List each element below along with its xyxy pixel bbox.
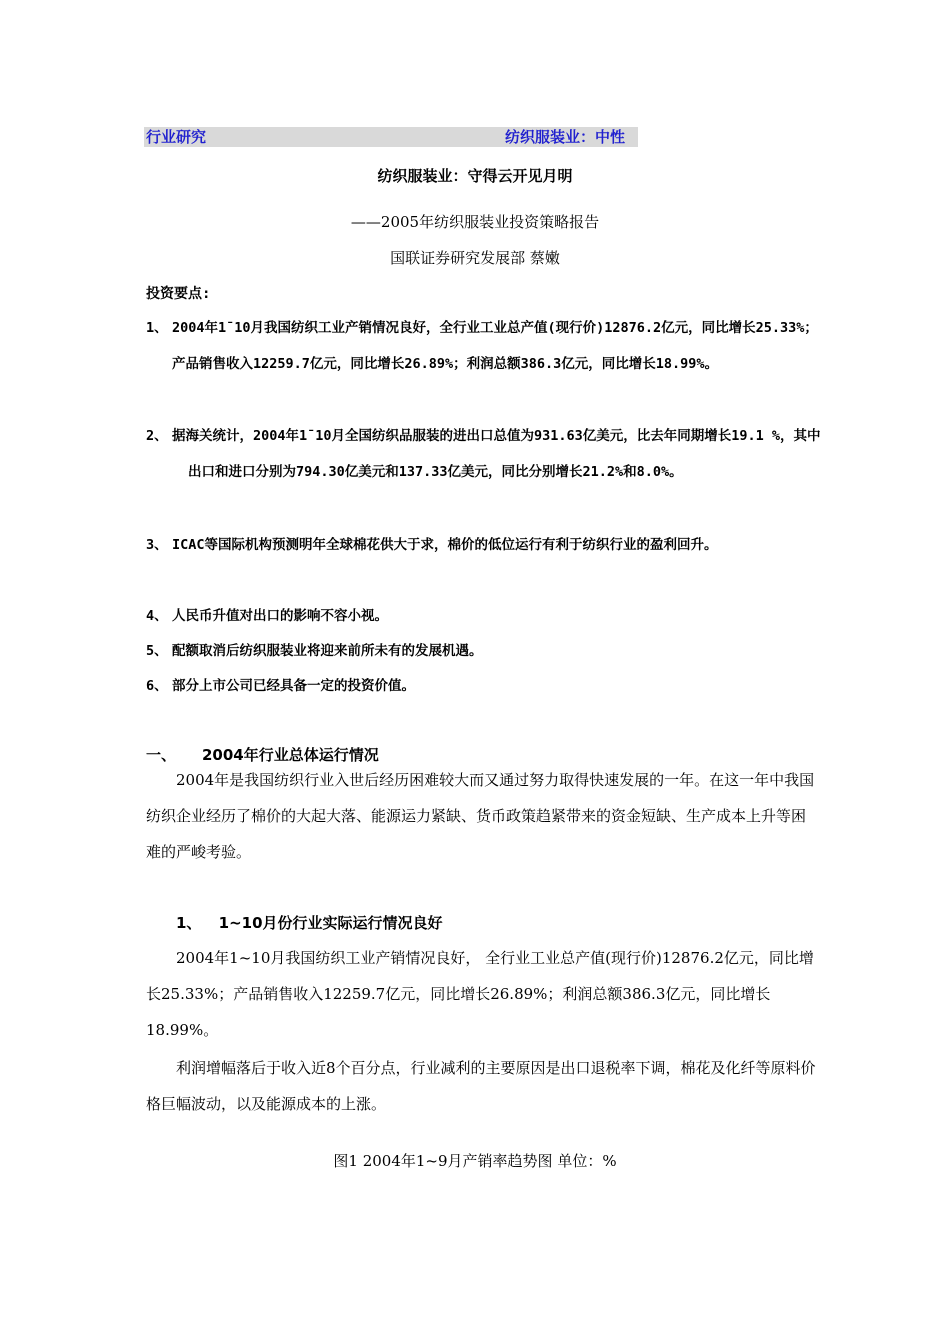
subsection-paragraph-2: 利润增幅落后于收入近8个百分点，行业减利的主要原因是出口退税率下调，棉花及化纤等原料价格巨幅波动，以及能源成本的上涨。 bbox=[146, 1059, 816, 1113]
key-point-number: 2、 bbox=[146, 428, 168, 444]
report-title: 纺织服装业：守得云开见月明 bbox=[377, 167, 573, 185]
figure-caption: 图1 2004年1~9月产销率趋势图 单位：% bbox=[333, 1152, 617, 1170]
key-point-text: 2004年1¯10月我国纺织工业产销情况良好，全行业工业总产值(现行价)12876.2亿元，同比增长25.33%；产品销售收入12259.7亿元，同比增长26.89%；利润总额386.3亿元，同比增长18.99%。 bbox=[172, 320, 818, 372]
subsection-heading bbox=[176, 912, 443, 933]
key-point-text: ICAC等国际机构预测明年全球棉花供大于求，棉价的低位运行有利于纺织行业的盈利回升。 bbox=[172, 537, 718, 553]
header-rating: 纺织服装业：中性 bbox=[505, 128, 626, 146]
key-point-text: 配额取消后纺织服装业将迎来前所未有的发展机遇。 bbox=[172, 643, 483, 659]
key-point-number: 3、 bbox=[146, 537, 168, 553]
subsection-title: 1~10月份行业实际运行情况良好 bbox=[218, 914, 443, 932]
key-point-text: 人民币升值对出口的影响不容小视。 bbox=[172, 608, 388, 624]
subsection-number: 1、 bbox=[176, 914, 202, 932]
key-points-heading: 投资要点: bbox=[146, 286, 211, 302]
section-number: 一、 bbox=[146, 746, 177, 764]
key-point-text: 据海关统计，2004年1¯10月全国纺织品服装的进出口总值为931.63亿美元，比去年同期增长19.1 %，其中出口和进口分别为794.30亿美元和137.33亿美元，同比分别增长21.2%和8.0%。 bbox=[172, 428, 821, 480]
section-title: 2004年行业总体运行情况 bbox=[202, 746, 379, 764]
section-paragraph: 2004年是我国纺织行业入世后经历困难较大而又通过努力取得快速发展的一年。在这一年中我国纺织企业经历了棉价的大起大落、能源运力紧缺、货币政策趋紧带来的资金短缺、生产成本上升等困难的严峻考验。 bbox=[146, 771, 815, 861]
key-point-text: 部分上市公司已经具备一定的投资价值。 bbox=[172, 678, 415, 694]
subsection-paragraph-1: 2004年1~10月我国纺织工业产销情况良好， 全行业工业总产值(现行价)12876.2亿元，同比增长25.33%；产品销售收入12259.7亿元，同比增长26.89%；利润总额386.3亿元，同比增长18.99%。 bbox=[146, 949, 814, 1039]
key-point-number: 1、 bbox=[146, 320, 168, 336]
report-subtitle: ——2005年纺织服装业投资策略报告 bbox=[350, 213, 600, 231]
report-author: 国联证券研究发展部 蔡嫩 bbox=[390, 249, 560, 267]
key-point-number: 4、 bbox=[146, 608, 168, 624]
key-point-number: 5、 bbox=[146, 643, 168, 659]
header-category: 行业研究 bbox=[146, 128, 207, 146]
key-point-number: 6、 bbox=[146, 678, 168, 694]
